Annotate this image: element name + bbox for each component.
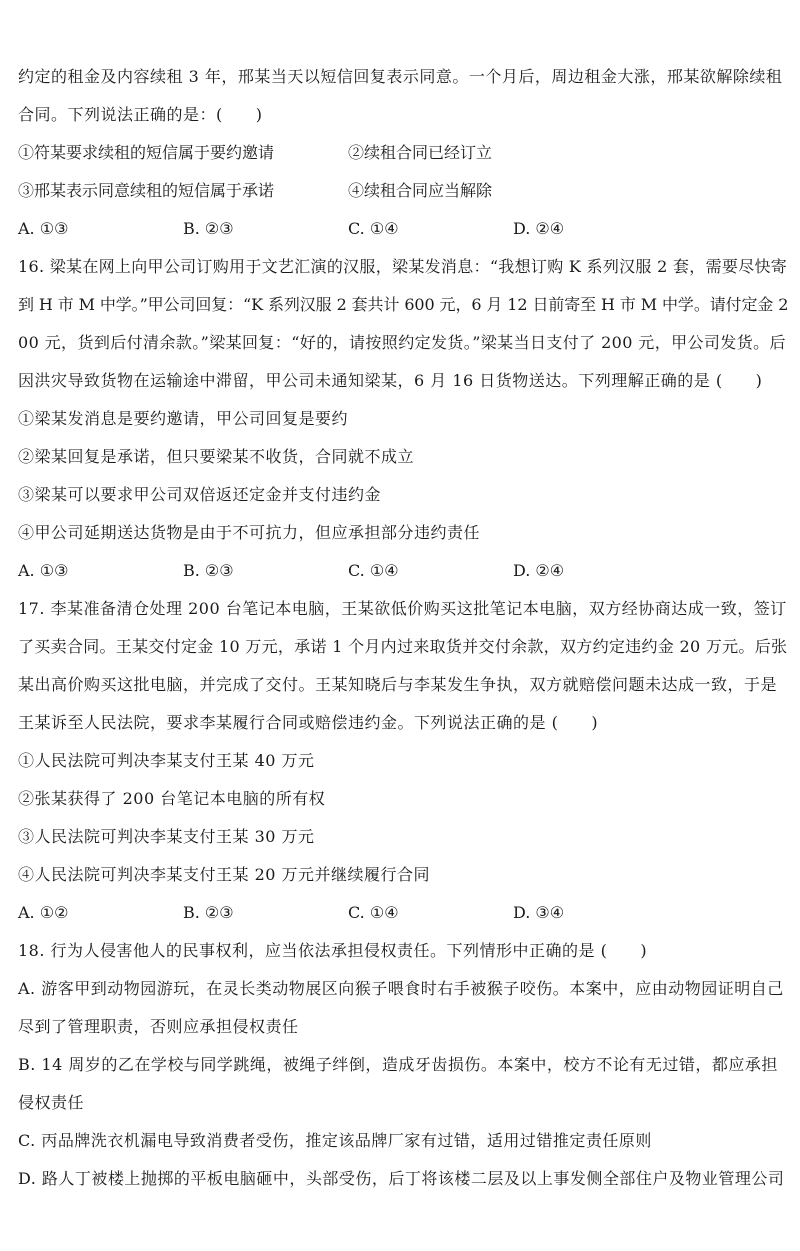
q15-statement: ④续租合同应当解除	[348, 181, 493, 200]
q15-statement: ②续租合同已经订立	[348, 143, 493, 162]
q16-statement: ④甲公司延期送达货物是由于不可抗力，但应承担部分违约责任	[18, 523, 481, 542]
q17-option-c: C. ①④	[348, 903, 399, 922]
q15-option-b: B. ②③	[183, 219, 234, 238]
q16-option-d: D. ②④	[513, 561, 565, 580]
q15-statement: ①符某要求续租的短信属于要约邀请	[18, 143, 275, 162]
q15-option-c: C. ①④	[348, 219, 399, 238]
q18-choice-b-cont: 侵权责任	[18, 1093, 85, 1112]
q16-option-a: A. ①③	[18, 561, 69, 580]
q17-option-a: A. ①②	[18, 903, 69, 922]
q16-stem-line: 00 元，货到后付清余款。”梁某回复：“好的，请按照约定发货。”梁某当日支付了 200 元，甲公司发货。后	[18, 333, 786, 352]
q16-statement: ③梁某可以要求甲公司双倍返还定金并支付违约金	[18, 485, 382, 504]
q15-option-a: A. ①③	[18, 219, 69, 238]
q15-option-d: D. ②④	[513, 219, 565, 238]
q15-stem-line: 约定的租金及内容续租 3 年，邢某当天以短信回复表示同意。一个月后，周边租金大涨，邢某欲解除续租	[18, 67, 783, 86]
q15-stem-line: 合同。下列说法正确的是：( )	[18, 105, 263, 124]
q17-stem-line: 了买卖合同。王某交付定金 10 万元，承诺 1 个月内过来取货并交付余款，双方约定违约金 20 万元。后张	[18, 637, 788, 656]
q18-choice-d: D. 路人丁被楼上抛掷的平板电脑砸中，头部受伤，后丁将该楼二层及以上事发侧全部住户及物业管理公司	[18, 1169, 785, 1188]
q17-stem-line: 17. 李某准备清仓处理 200 台笔记本电脑，王某欲低价购买这批笔记本电脑，双方经协商达成一致，签订	[18, 599, 787, 618]
q17-stem-line: 王某诉至人民法院，要求李某履行合同或赔偿违约金。下列说法正确的是 ( )	[18, 713, 599, 732]
q17-statement: ②张某获得了 200 台笔记本电脑的所有权	[18, 789, 326, 808]
q18-choice-c: C. 丙品牌洗衣机漏电导致消费者受伤，推定该品牌厂家有过错，适用过错推定责任原则	[18, 1131, 652, 1150]
q18-choice-b: B. 14 周岁的乙在学校与同学跳绳，被绳子绊倒，造成牙齿损伤。本案中，校方不论有无过错，都应承担	[18, 1055, 778, 1074]
q17-statement: ③人民法院可判决李某支付王某 30 万元	[18, 827, 315, 846]
q17-statement: ①人民法院可判决李某支付王某 40 万元	[18, 751, 315, 770]
q16-stem-line: 16. 梁某在网上向甲公司订购用于文艺汇演的汉服，梁某发消息：“我想订购 K 系列汉服 2 套，需要尽快寄	[18, 257, 788, 276]
q16-stem-line: 到 H 市 M 中学。”甲公司回复：“K 系列汉服 2 套共计 600 元，6 月 12 日前寄至 H 市 M 中学。请付定金 2	[18, 295, 789, 314]
q18-choice-a-cont: 尽到了管理职责，否则应承担侵权责任	[18, 1017, 299, 1036]
q17-option-d: D. ③④	[513, 903, 565, 922]
q17-statement: ④人民法院可判决李某支付王某 20 万元并继续履行合同	[18, 865, 431, 884]
q16-option-c: C. ①④	[348, 561, 399, 580]
q15-statement: ③邢某表示同意续租的短信属于承诺	[18, 181, 275, 200]
q18-choice-a: A. 游客甲到动物园游玩，在灵长类动物展区向猴子喂食时右手被猴子咬伤。本案中，应由动物园证明自己	[18, 979, 784, 998]
q16-statement: ②梁某回复是承诺，但只要梁某不收货，合同就不成立	[18, 447, 415, 466]
q16-stem-line: 因洪灾导致货物在运输途中滞留，甲公司未通知梁某，6 月 16 日货物送达。下列理解正确的是 ( )	[18, 371, 763, 390]
q16-statement: ①梁某发消息是要约邀请，甲公司回复是要约	[18, 409, 349, 428]
q18-stem-line: 18. 行为人侵害他人的民事权利，应当依法承担侵权责任。下列情形中正确的是 ( )	[18, 941, 648, 960]
q17-option-b: B. ②③	[183, 903, 234, 922]
q16-option-b: B. ②③	[183, 561, 234, 580]
q17-stem-line: 某出高价购买这批电脑，并完成了交付。王某知晓后与李某发生争执，双方就赔偿问题未达成一致，于是	[18, 675, 778, 694]
